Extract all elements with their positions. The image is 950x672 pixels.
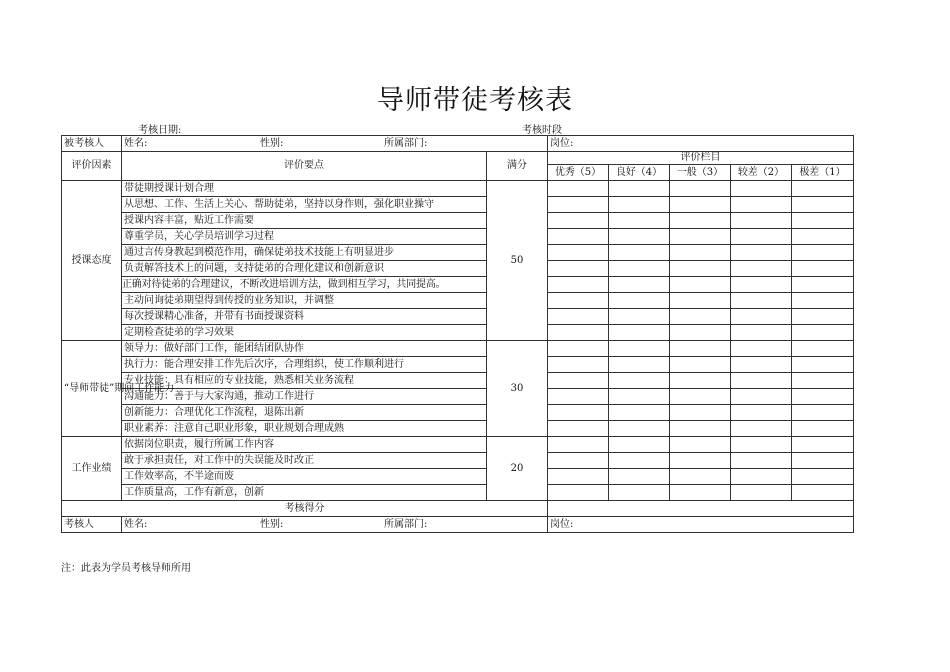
- rating-cell-very-poor[interactable]: [792, 485, 854, 501]
- examiner-row: [62, 517, 854, 533]
- rating-cell-excellent[interactable]: [548, 453, 609, 469]
- rating-cell-good[interactable]: [609, 405, 670, 421]
- criteria-item: 工作质量高，工作有新意，创新: [122, 485, 487, 501]
- rating-cell-average[interactable]: [670, 437, 731, 453]
- exam-date-label: 考核日期:: [138, 125, 182, 136]
- rating-cell-excellent[interactable]: [548, 181, 609, 197]
- rating-cell-excellent[interactable]: [548, 405, 609, 421]
- criteria-item: 每次授课精心准备，并带有书面授课资料: [122, 309, 487, 325]
- rating-cell-average[interactable]: [670, 213, 731, 229]
- examinee-name: 姓名:: [124, 137, 148, 149]
- criteria-row: [62, 261, 854, 277]
- category-cell: 工作业绩: [62, 437, 122, 501]
- examinee-info[interactable]: [122, 136, 548, 152]
- rating-cell-excellent[interactable]: [548, 485, 609, 501]
- rating-cell-excellent[interactable]: [548, 341, 609, 357]
- rating-cell-poor[interactable]: [731, 213, 792, 229]
- rating-cell-average[interactable]: [670, 325, 731, 341]
- rating-cell-excellent[interactable]: [548, 277, 609, 293]
- rating-cell-poor[interactable]: [731, 453, 792, 469]
- rating-cell-good[interactable]: [609, 261, 670, 277]
- rating-excellent: 优秀（5）: [548, 165, 609, 181]
- rating-cell-poor[interactable]: [731, 373, 792, 389]
- rating-cell-very-poor[interactable]: [792, 357, 854, 373]
- criteria-row: [62, 421, 854, 437]
- rating-cell-very-poor[interactable]: [792, 421, 854, 437]
- rating-cell-very-poor[interactable]: [792, 389, 854, 405]
- criteria-item: 依据岗位职责，履行所属工作内容: [122, 437, 487, 453]
- rating-cell-excellent[interactable]: [548, 469, 609, 485]
- full-score-cell: 30: [487, 341, 548, 437]
- criteria-item: 授课内容丰富，贴近工作需要: [122, 213, 487, 229]
- rating-cell-good[interactable]: [609, 197, 670, 213]
- rating-cell-good[interactable]: [609, 469, 670, 485]
- rating-cell-very-poor[interactable]: [792, 325, 854, 341]
- examiner-name: 姓名:: [124, 518, 148, 530]
- rating-cell-poor[interactable]: [731, 389, 792, 405]
- total-score-row: [62, 501, 854, 517]
- rating-cell-poor[interactable]: [731, 181, 792, 197]
- form-title: 导师带徒考核表: [377, 85, 573, 116]
- rating-cell-poor[interactable]: [731, 309, 792, 325]
- criteria-row: [62, 341, 854, 357]
- rating-cell-average[interactable]: [670, 373, 731, 389]
- examiner-gender: 性别:: [260, 518, 284, 530]
- rating-cell-average[interactable]: [670, 309, 731, 325]
- examiner-info[interactable]: [122, 517, 548, 533]
- examiner-label: 考核人: [62, 517, 122, 533]
- rating-cell-average[interactable]: [670, 277, 731, 293]
- rating-cell-good[interactable]: [609, 277, 670, 293]
- criteria-item: 主动问询徒弟期望得到传授的业务知识，并调整: [122, 293, 487, 309]
- examinee-row: [62, 136, 854, 152]
- criteria-item: 带徒期授课计划合理: [122, 181, 487, 197]
- rating-cell-excellent[interactable]: [548, 357, 609, 373]
- criteria-item: 负责解答技术上的问题，支持徒弟的合理化建议和创新意识: [122, 261, 487, 277]
- rating-cell-average[interactable]: [670, 469, 731, 485]
- rating-cell-very-poor[interactable]: [792, 469, 854, 485]
- rating-cell-very-poor[interactable]: [792, 197, 854, 213]
- rating-cell-poor[interactable]: [731, 245, 792, 261]
- criteria-item: 专业技能：具有相应的专业技能，熟悉相关业务流程: [122, 373, 487, 389]
- rating-cell-excellent[interactable]: [548, 293, 609, 309]
- rating-cell-poor[interactable]: [731, 325, 792, 341]
- rating-cell-good[interactable]: [609, 453, 670, 469]
- rating-cell-good[interactable]: [609, 341, 670, 357]
- rating-cell-average[interactable]: [670, 229, 731, 245]
- rating-cell-excellent[interactable]: [548, 373, 609, 389]
- rating-cell-very-poor[interactable]: [792, 261, 854, 277]
- rating-cell-excellent[interactable]: [548, 229, 609, 245]
- rating-cell-poor[interactable]: [731, 293, 792, 309]
- criteria-item: 工作效率高，不半途而废: [122, 469, 487, 485]
- rating-cell-excellent[interactable]: [548, 261, 609, 277]
- rating-cell-very-poor[interactable]: [792, 293, 854, 309]
- rating-cell-very-poor[interactable]: [792, 373, 854, 389]
- rating-cell-good[interactable]: [609, 181, 670, 197]
- category-cell: “导师带徒”期间工作能力: [62, 341, 122, 437]
- criteria-item: 定期检查徒弟的学习效果: [122, 325, 487, 341]
- exam-period-label: 考核时段: [522, 125, 562, 136]
- rating-cell-poor[interactable]: [731, 277, 792, 293]
- criteria-item: 正确对待徒弟的合理建议，不断改进培训方法，做到相互学习，共同提高。: [122, 277, 487, 293]
- criteria-item: 尊重学员，关心学员培训学习过程: [122, 229, 487, 245]
- criteria-row: [62, 277, 854, 293]
- rating-cell-poor[interactable]: [731, 197, 792, 213]
- full-score-cell: 50: [487, 181, 548, 341]
- rating-cell-excellent[interactable]: [548, 197, 609, 213]
- rating-cell-average[interactable]: [670, 181, 731, 197]
- rating-cell-very-poor[interactable]: [792, 341, 854, 357]
- criteria-item: 从思想、工作、生活上关心、帮助徒弟，坚持以身作则，强化职业操守: [122, 197, 487, 213]
- rating-cell-good[interactable]: [609, 373, 670, 389]
- rating-cell-poor[interactable]: [731, 469, 792, 485]
- evaluation-table: [61, 135, 854, 533]
- criteria-row: [62, 485, 854, 501]
- rating-cell-poor[interactable]: [731, 437, 792, 453]
- criteria-row: [62, 389, 854, 405]
- total-score-value[interactable]: [548, 501, 854, 517]
- examinee-dept: 所属部门:: [384, 137, 428, 149]
- rating-cell-average[interactable]: [670, 453, 731, 469]
- examinee-position[interactable]: 岗位:: [548, 136, 854, 152]
- rating-cell-good[interactable]: [609, 357, 670, 373]
- rating-cell-excellent[interactable]: [548, 309, 609, 325]
- criteria-row: [62, 213, 854, 229]
- rating-cell-good[interactable]: [609, 325, 670, 341]
- examiner-dept: 所属部门:: [384, 518, 428, 530]
- rating-cell-good[interactable]: [609, 309, 670, 325]
- criteria-item: 通过言传身教起到模范作用，确保徒弟技术技能上有明显进步: [122, 245, 487, 261]
- rating-cell-average[interactable]: [670, 245, 731, 261]
- rating-cell-good[interactable]: [609, 293, 670, 309]
- criteria-row: [62, 453, 854, 469]
- rating-cell-very-poor[interactable]: [792, 277, 854, 293]
- rating-cell-poor[interactable]: [731, 485, 792, 501]
- rating-cell-average[interactable]: [670, 341, 731, 357]
- criteria-row: [62, 245, 854, 261]
- rating-cell-good[interactable]: [609, 245, 670, 261]
- rating-poor: 较差（2）: [731, 165, 792, 181]
- rating-cell-very-poor[interactable]: [792, 309, 854, 325]
- total-score-label: 考核得分: [62, 501, 548, 517]
- rating-cell-average[interactable]: [670, 405, 731, 421]
- rating-cell-poor[interactable]: [731, 229, 792, 245]
- criteria-row: [62, 437, 854, 453]
- rating-cell-good[interactable]: [609, 421, 670, 437]
- rating-cell-excellent[interactable]: [548, 245, 609, 261]
- full-score-cell: 20: [487, 437, 548, 501]
- criteria-item: 职业素养：注意自己职业形象，职业规划合理成熟: [122, 421, 487, 437]
- rating-cell-excellent[interactable]: [548, 325, 609, 341]
- rating-cell-excellent[interactable]: [548, 389, 609, 405]
- examinee-gender: 性别:: [260, 137, 284, 149]
- rating-cell-very-poor[interactable]: [792, 437, 854, 453]
- criteria-row: [62, 405, 854, 421]
- rating-cell-very-poor[interactable]: [792, 245, 854, 261]
- rating-very-poor: 极差（1）: [792, 165, 854, 181]
- rating-cell-good[interactable]: [609, 213, 670, 229]
- rating-cell-poor[interactable]: [731, 261, 792, 277]
- footnote: 注：此表为学员考核导师所用: [61, 563, 191, 574]
- criteria-item: 敢于承担责任，对工作中的失误能及时改正: [122, 453, 487, 469]
- criteria-row: [62, 357, 854, 373]
- header-factor: 评价因素: [62, 152, 122, 181]
- rating-cell-excellent[interactable]: [548, 421, 609, 437]
- criteria-item: 沟通能力：善于与大家沟通，推动工作进行: [122, 389, 487, 405]
- rating-cell-good[interactable]: [609, 389, 670, 405]
- rating-cell-excellent[interactable]: [548, 437, 609, 453]
- category-cell: 授课态度: [62, 181, 122, 341]
- criteria-row: [62, 469, 854, 485]
- rating-cell-poor[interactable]: [731, 341, 792, 357]
- rating-cell-poor[interactable]: [731, 357, 792, 373]
- rating-cell-very-poor[interactable]: [792, 229, 854, 245]
- criteria-item: 领导力：做好部门工作，能团结团队协作: [122, 341, 487, 357]
- examiner-position[interactable]: 岗位:: [548, 517, 854, 533]
- rating-cell-good[interactable]: [609, 229, 670, 245]
- header-points: 评价要点: [122, 152, 487, 181]
- rating-cell-good[interactable]: [609, 485, 670, 501]
- rating-cell-excellent[interactable]: [548, 213, 609, 229]
- rating-cell-poor[interactable]: [731, 421, 792, 437]
- criteria-row: [62, 181, 854, 197]
- rating-cell-very-poor[interactable]: [792, 181, 854, 197]
- rating-average: 一般（3）: [670, 165, 731, 181]
- rating-cell-good[interactable]: [609, 437, 670, 453]
- criteria-row: [62, 293, 854, 309]
- rating-cell-average[interactable]: [670, 389, 731, 405]
- rating-cell-poor[interactable]: [731, 405, 792, 421]
- rating-cell-very-poor[interactable]: [792, 405, 854, 421]
- rating-cell-average[interactable]: [670, 293, 731, 309]
- rating-cell-very-poor[interactable]: [792, 213, 854, 229]
- criteria-item: 执行力：能合理安排工作先后次序，合理组织，使工作顺利进行: [122, 357, 487, 373]
- criteria-row: [62, 325, 854, 341]
- criteria-row: [62, 229, 854, 245]
- criteria-row: [62, 309, 854, 325]
- header-row-1: [62, 152, 854, 165]
- rating-cell-very-poor[interactable]: [792, 453, 854, 469]
- header-rating-bar: 评价栏目: [548, 152, 854, 165]
- rating-cell-average[interactable]: [670, 485, 731, 501]
- rating-cell-average[interactable]: [670, 421, 731, 437]
- examinee-label: 被考核人: [62, 136, 122, 152]
- rating-cell-average[interactable]: [670, 261, 731, 277]
- rating-good: 良好（4）: [609, 165, 670, 181]
- criteria-row: [62, 197, 854, 213]
- criteria-row: [62, 373, 854, 389]
- rating-cell-average[interactable]: [670, 197, 731, 213]
- header-full-score: 满分: [487, 152, 548, 181]
- rating-cell-average[interactable]: [670, 357, 731, 373]
- criteria-item: 创新能力：合理优化工作流程，退陈出新: [122, 405, 487, 421]
